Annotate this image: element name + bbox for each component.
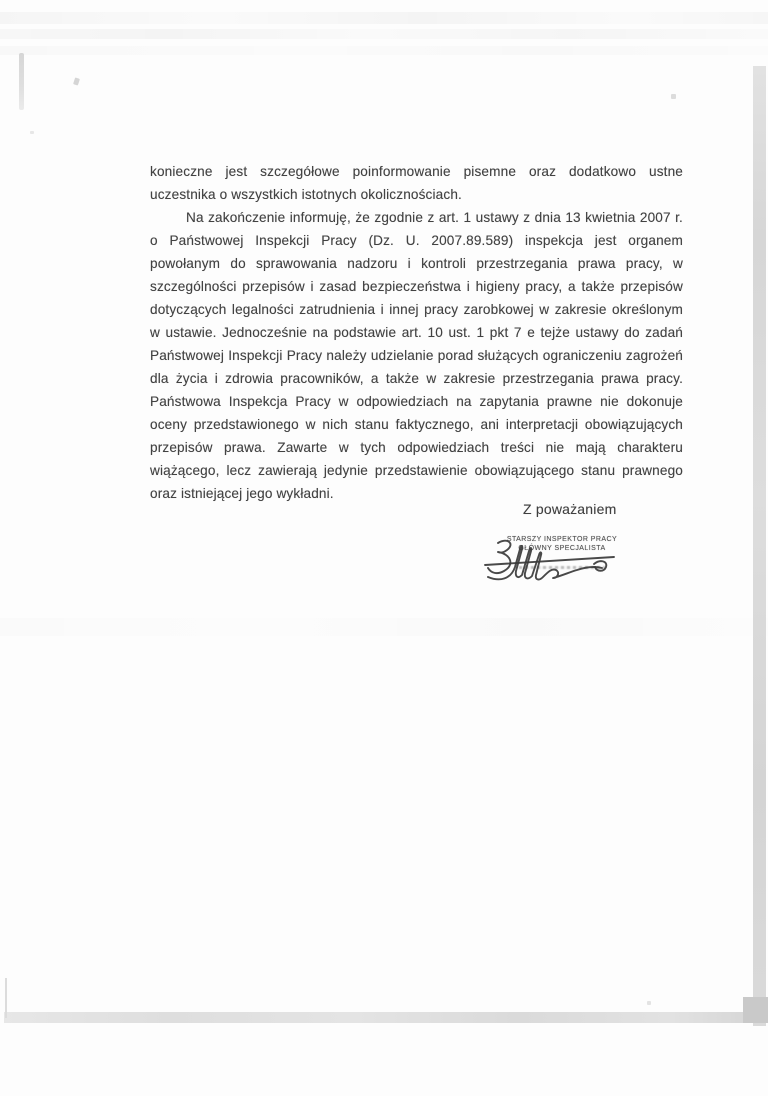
paragraph-1: konieczne jest szczegółowe poinformowanie pisemne oraz dodatkowo ustne uczestnika o wszystkich istotnych okolicznościach. [150,164,683,202]
scan-smudge-artifact [19,53,24,110]
paragraph-2: Na zakończenie informuję, że zgodnie z art. 1 ustawy z dnia 13 kwietnia 2007 r. o Państwowej Inspekcji Pracy (Dz. U. 2007.89.589) inspekcja jest organem powołanym do sprawowania nadzoru i kontroli przestrzegania prawa pracy, w szczególności przepisów i zasad bezpieczeństwa i higieny pracy, a także przepisów dotyczących legalności zatrudnienia i innej pracy zarobkowej w zakresie określonym w ustawie. Jednocześnie na podstawie art. 10 ust. 1 pkt 7 e tejże ustawy do zadań Państwowej Inspekcji Pracy należy udzielanie porad służących ograniczeniu zagrożeń dla życia i zdrowia pracowników, a także w zakresie przestrzegania prawa pracy. Państwowa Inspekcja Pracy w odpowiedziach na zapytania prawne nie dokonuje oceny przedstawionego w nich stanu faktycznego, ani interpretacji obowiązujących przepisów prawa. Zawarte w tych odpowiedziach treści nie mają charakteru wiążącego, lecz zawierają jedynie przedstawienie obowiązującego stanu prawnego oraz istniejącej jego wykładni. [150,210,683,501]
letter-body [150,160,683,505]
scan-streak-artifact [0,46,768,55]
page-corner-shadow [743,997,768,1023]
stamp-illegible-name-line [519,566,605,569]
closing-salutation: Z poważaniem [523,501,617,517]
scan-speck-artifact [671,94,676,99]
official-stamp [487,535,637,569]
scan-streak-artifact [0,12,768,24]
scan-streak-artifact [0,618,768,636]
page-edge-line-left [5,978,7,1018]
scan-speck-artifact [73,77,80,85]
scan-streak-artifact [0,29,768,39]
stamp-title-line-2: GŁÓWNY SPECJALISTA [518,545,606,552]
scan-speck-artifact [30,131,34,134]
stamp-title-line-1: STARSZY INSPEKTOR PRACY [506,536,618,543]
page-edge-shadow-right [753,66,766,1026]
page-edge-shadow-bottom [4,1012,761,1023]
scan-speck-artifact [647,1001,651,1005]
